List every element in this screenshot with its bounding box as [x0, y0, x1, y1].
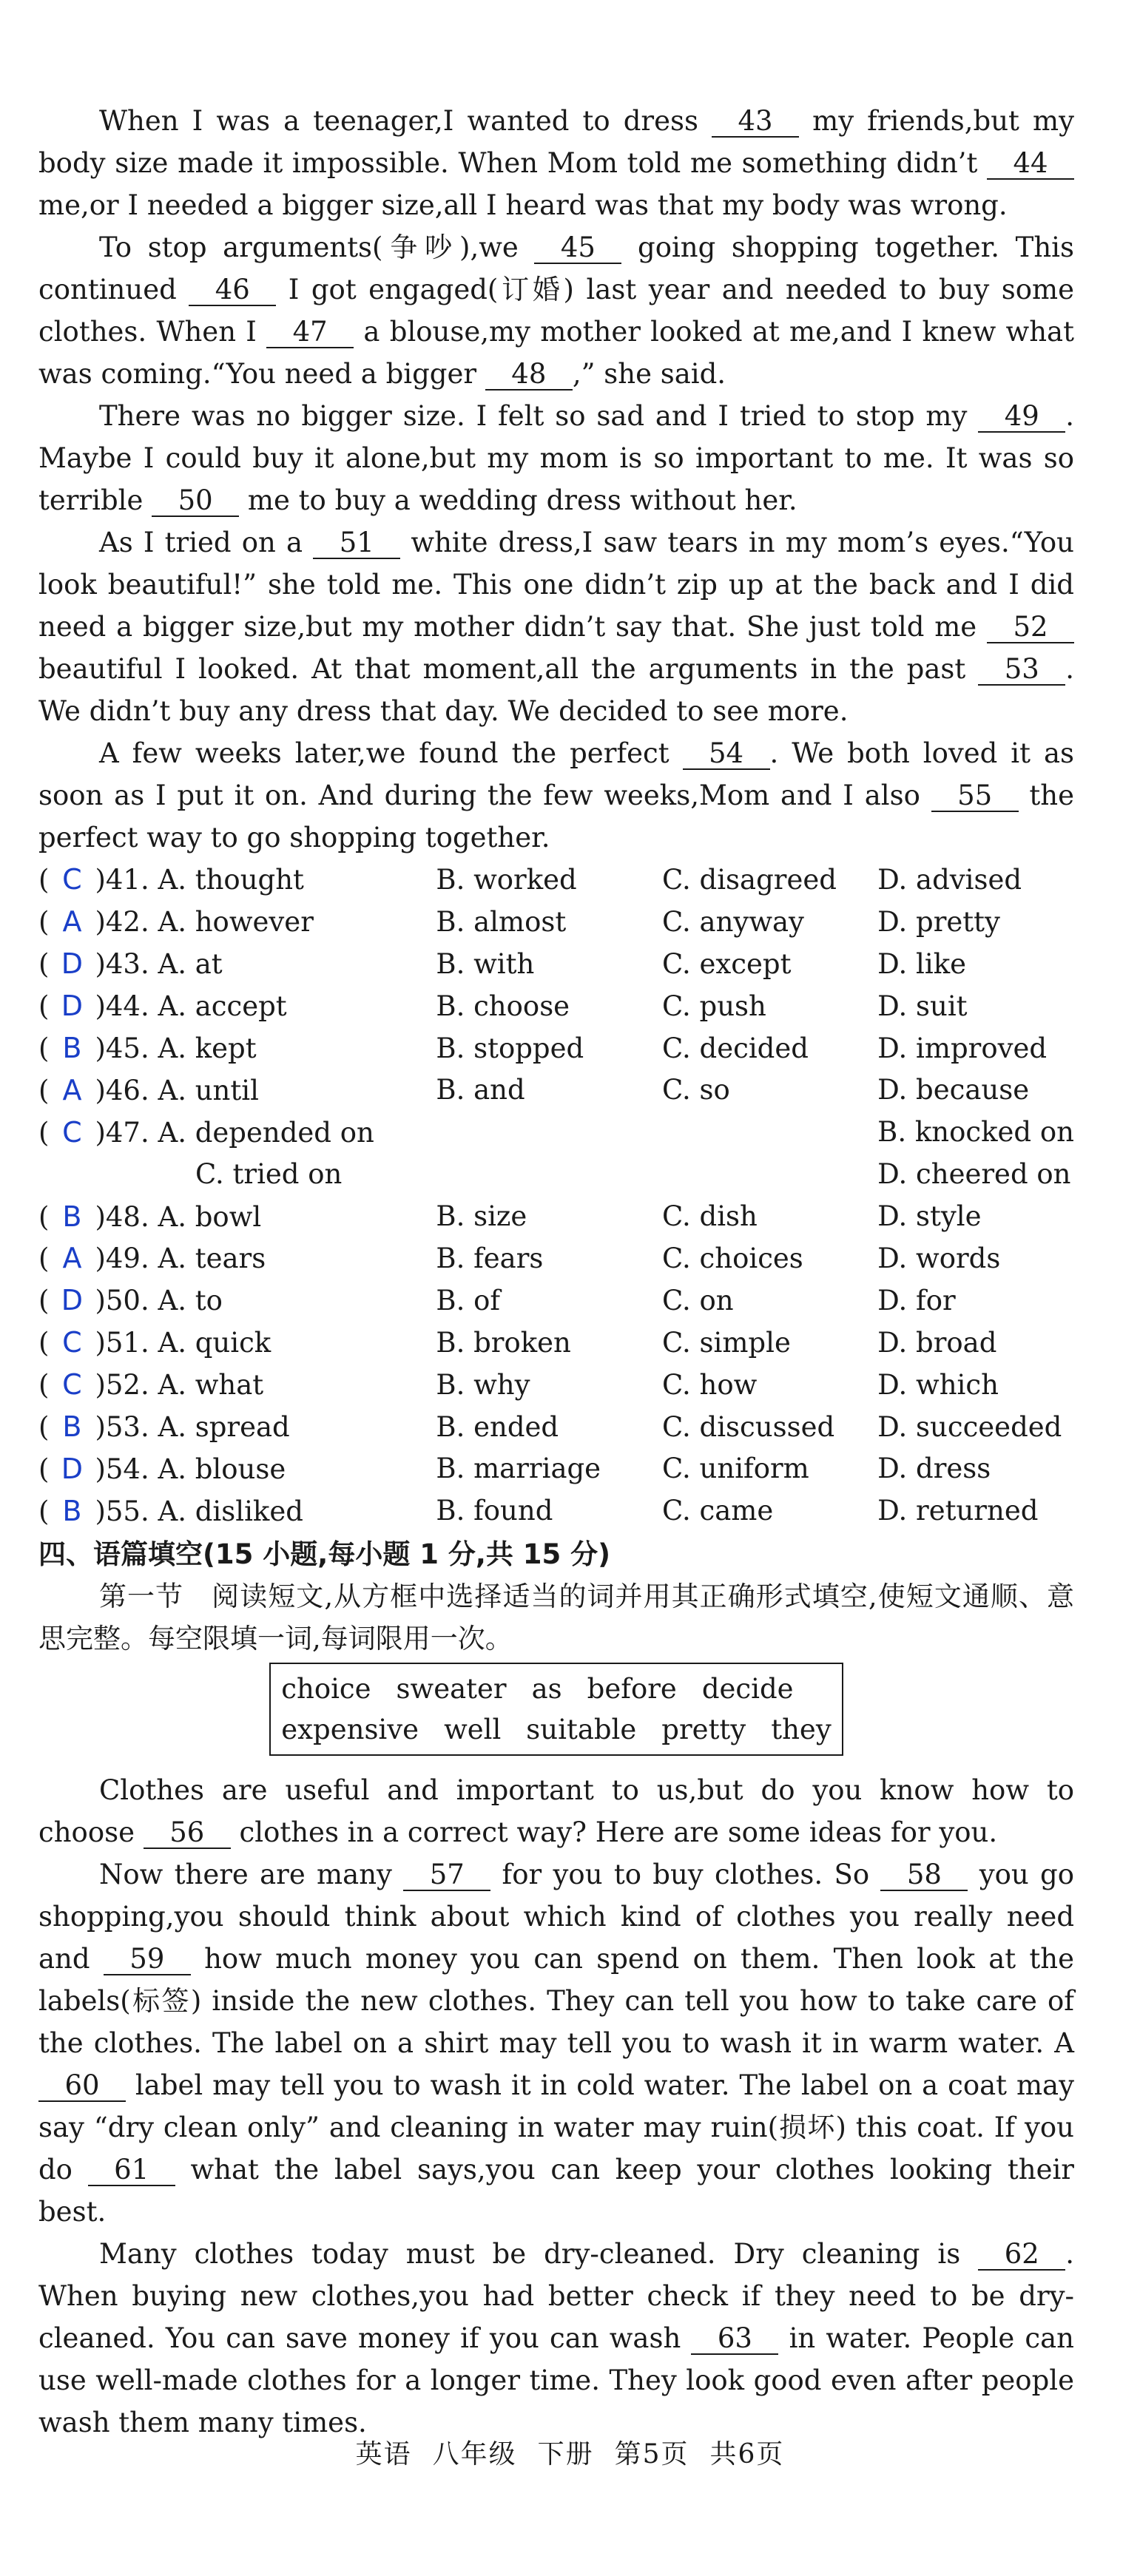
question-number: )54. [95, 1453, 158, 1485]
passage-text: me,or I needed a bigger size,all I heard was that my body was wrong. [38, 189, 1008, 221]
fill-in-paragraph [38, 1853, 1074, 2233]
question-row [38, 1195, 1074, 1237]
option-b[interactable]: B. fears [436, 1242, 544, 1274]
footer-item: 共6页 [709, 2439, 785, 2469]
question-number: )44. [95, 990, 158, 1023]
passage-text: label may tell you to wash it in cold water. The label on a coat may say “dry clean only” and cleaning in water may ruin(损坏) this coat. If you do [38, 2069, 1074, 2186]
blank-48[interactable]: 48 [485, 359, 573, 391]
option-d[interactable]: D. cheered on [877, 1158, 1071, 1191]
paren-open: ( [38, 1243, 50, 1275]
option-c[interactable]: C. except [662, 947, 792, 980]
option-d[interactable]: D. advised [877, 863, 1022, 896]
word-box-row [281, 1709, 831, 1750]
blank-53[interactable]: 53 [978, 655, 1065, 686]
passage-text: how much money you can spend on them. Then look at the labels(标签) inside the new clothes. They can tell you how to take care of the clothes. The label on a shirt may tell you to wash it in warm water. A [38, 1943, 1074, 2060]
question-row [38, 859, 1074, 901]
option-b[interactable]: B. marriage [436, 1453, 601, 1485]
option-b[interactable]: B. found [436, 1495, 553, 1527]
option-d[interactable]: D. dress [877, 1453, 991, 1485]
passage-text: white dress,I saw tears in my mom’s eyes.“You look beautiful!” she told me. This one didn’t zip up at the back and I did need a bigger size,but my mother didn’t say that. She just told me [38, 527, 1075, 643]
option-c[interactable]: C. simple [662, 1326, 791, 1359]
answer-mark[interactable]: D [61, 990, 84, 1023]
blank-43[interactable]: 43 [712, 107, 799, 138]
question-number: )47. [95, 1116, 158, 1149]
option-a[interactable]: A. depended on [158, 1116, 374, 1149]
passage-text: Now there are many [99, 1859, 404, 1891]
word-option: suitable [526, 1714, 637, 1746]
question-number: )41. [95, 864, 158, 896]
option-a[interactable]: A. bowl [158, 1200, 262, 1233]
option-a[interactable]: A. accept [158, 990, 287, 1023]
option-a[interactable]: A. spread [158, 1411, 290, 1444]
option-a[interactable]: A. thought [158, 864, 304, 896]
question-row [38, 1322, 1074, 1364]
option-c[interactable]: C. anyway [662, 905, 804, 938]
option-c[interactable]: C. push [662, 990, 766, 1022]
option-b[interactable]: B. why [436, 1368, 530, 1401]
blank-57[interactable]: 57 [403, 1860, 490, 1891]
fill-in-paragraph [38, 1769, 1074, 1853]
question-row [38, 1279, 1074, 1322]
option-d[interactable]: D. which [877, 1368, 999, 1401]
blank-62[interactable]: 62 [978, 2239, 1065, 2271]
option-a[interactable]: A. at [158, 948, 223, 981]
blank-55[interactable]: 55 [931, 781, 1019, 812]
footer-item: 第5页 [614, 2439, 689, 2469]
question-row [38, 1069, 1074, 1111]
word-option: as [531, 1673, 562, 1705]
option-a[interactable]: A. disliked [158, 1495, 303, 1527]
blank-54[interactable]: 54 [683, 739, 770, 770]
question-number: )52. [95, 1369, 158, 1402]
cloze-paragraph [38, 732, 1074, 859]
question-number: )49. [95, 1243, 158, 1275]
paren-open: ( [38, 1200, 50, 1233]
fill-in-paragraph [38, 2233, 1074, 2444]
paren-open: ( [38, 864, 50, 896]
word-option: choice [281, 1673, 371, 1705]
word-option: before [587, 1673, 677, 1705]
word-option: pretty [661, 1714, 746, 1746]
paren-open: ( [38, 948, 50, 981]
paren-open: ( [38, 1411, 50, 1444]
question-number: )48. [95, 1200, 158, 1233]
passage-text: in water. People can use well-made clothes for a longer time. They look good even after people wash them many times. [38, 2322, 1074, 2439]
paren-open: ( [38, 1495, 50, 1527]
option-d[interactable]: D. suit [877, 990, 968, 1022]
section-instruction: 第一节 阅读短文,从方框中选择适当的词并用其正确形式填空,使短文通顺、意思完整。每空限填一词,每词限用一次。 [38, 1581, 1074, 1655]
cloze-paragraph [38, 100, 1074, 226]
option-d[interactable]: D. succeeded [877, 1410, 1062, 1443]
word-option: well [444, 1714, 502, 1746]
question-number: )46. [95, 1074, 158, 1106]
answer-mark[interactable]: A [62, 905, 82, 939]
passage-text: a blouse,my mother looked at me,and I knew what was coming.“You need a bigger [38, 316, 1074, 390]
blank-60[interactable]: 60 [38, 2071, 126, 2102]
cloze-options-table [38, 859, 1074, 1532]
option-a[interactable]: A. until [158, 1074, 259, 1106]
option-c[interactable]: C. so [662, 1074, 730, 1106]
footer-item: 下册 [537, 2439, 594, 2469]
passage-text: my friends,but my body size made it impossible. When Mom told me something didn’t [38, 105, 1074, 179]
word-option: sweater [396, 1673, 507, 1705]
option-c[interactable]: C. tried on [195, 1158, 343, 1191]
passage-text: When I was a teenager,I wanted to dress [99, 105, 712, 137]
answer-mark[interactable]: C [62, 1326, 82, 1359]
passage-text: what the label says,you can keep your clothes looking their best. [38, 2154, 1074, 2228]
option-c[interactable]: C. discussed [662, 1410, 835, 1443]
blank-46[interactable]: 46 [189, 275, 276, 306]
option-a[interactable]: A. tears [158, 1243, 266, 1275]
paren-open: ( [38, 906, 50, 939]
question-number: )55. [95, 1495, 158, 1527]
word-box-row [281, 1669, 831, 1709]
paren-open: ( [38, 1453, 50, 1485]
option-a[interactable]: A. quick [158, 1327, 271, 1359]
page-footer [0, 2433, 1140, 2471]
option-d[interactable]: D. words [877, 1242, 1001, 1274]
passage-text: As I tried on a [99, 527, 314, 558]
option-b[interactable]: B. choose [436, 990, 570, 1022]
passage-text: ,” she said. [572, 358, 726, 390]
answer-mark[interactable]: C [62, 863, 82, 896]
paren-open: ( [38, 1074, 50, 1106]
blank-56[interactable]: 56 [144, 1818, 231, 1849]
passage-text: . We both loved it as soon as I put it on. And during the few weeks,Mom and I also [38, 737, 1074, 811]
passage-text: the perfect way to go shopping together. [38, 780, 1074, 853]
option-b[interactable]: B. worked [436, 863, 577, 896]
passage-text: . When buying new clothes,you had better check if they need to be dry-cleaned. You can save money if you can wash [38, 2238, 1074, 2355]
option-b[interactable]: B. stopped [436, 1032, 584, 1064]
option-d[interactable]: D. broad [877, 1326, 997, 1359]
option-c[interactable]: C. how [662, 1368, 758, 1401]
section-title: 四、语篇填空(15 小题,每小题 1 分,共 15 分) [38, 1538, 611, 1571]
answer-mark[interactable]: B [62, 1200, 82, 1233]
blank-49[interactable]: 49 [978, 402, 1065, 433]
passage-text: me to buy a wedding dress without her. [239, 484, 797, 516]
answer-mark[interactable]: B [62, 1494, 82, 1527]
paren-open: ( [38, 1032, 50, 1064]
blank-63[interactable]: 63 [691, 2324, 778, 2355]
option-c[interactable]: C. came [662, 1495, 774, 1527]
option-c[interactable]: C. on [662, 1284, 734, 1316]
answer-mark[interactable]: C [62, 1368, 82, 1402]
passage-text: beautiful I looked. At that moment,all the arguments in the past [38, 653, 979, 685]
word-box-wrap [38, 1663, 1074, 1756]
paren-open: ( [38, 1327, 50, 1359]
paren-open: ( [38, 1285, 50, 1317]
blank-61[interactable]: 61 [88, 2155, 175, 2186]
question-number: )50. [95, 1285, 158, 1317]
blank-45[interactable]: 45 [534, 233, 621, 264]
option-d[interactable]: D. because [877, 1074, 1030, 1106]
option-c[interactable]: C. dish [662, 1200, 758, 1233]
question-row-cont [38, 1153, 1074, 1195]
word-option: decide [701, 1673, 794, 1705]
question-row [38, 1111, 1074, 1153]
question-number: )53. [95, 1411, 158, 1444]
blank-59[interactable]: 59 [104, 1944, 191, 1975]
question-row [38, 1027, 1074, 1069]
option-c[interactable]: C. choices [662, 1242, 803, 1274]
question-row [38, 1364, 1074, 1406]
passage-text: clothes in a correct way? Here are some ideas for you. [230, 1816, 998, 1849]
word-option: expensive [281, 1714, 419, 1746]
option-b[interactable]: B. and [436, 1074, 525, 1106]
question-row [38, 985, 1074, 1027]
question-row [38, 1406, 1074, 1448]
option-b[interactable]: B. size [436, 1200, 527, 1233]
option-a[interactable]: A. however [158, 906, 314, 939]
question-row [38, 1447, 1074, 1490]
answer-mark[interactable]: A [62, 1242, 82, 1275]
blank-58[interactable]: 58 [880, 1860, 968, 1891]
passage-text: To stop arguments(争吵),we [99, 231, 535, 263]
passage-text: you go shopping,you should think about which kind of clothes you really need and [38, 1859, 1075, 1975]
option-c[interactable]: C. disagreed [662, 863, 837, 896]
fill-in-passage [38, 1769, 1074, 2444]
passage-text: A few weeks later,we found the perfect [99, 737, 683, 769]
blank-50[interactable]: 50 [152, 486, 239, 517]
passage-text: . We didn’t buy any dress that day. We decided to see more. [38, 653, 1074, 727]
paren-open: ( [38, 1369, 50, 1402]
answer-mark[interactable]: C [62, 1115, 82, 1149]
option-d[interactable]: D. improved [877, 1032, 1048, 1064]
passage-text: Clothes are useful and important to us,but do you know how to choose [38, 1774, 1074, 1849]
blank-51[interactable]: 51 [313, 528, 400, 559]
footer-item: 英语 [355, 2439, 412, 2469]
passage-text: I got engaged(订婚) last year and needed to buy some clothes. When I [38, 274, 1074, 348]
question-number: )51. [95, 1327, 158, 1359]
word-option: they [771, 1714, 832, 1746]
question-row [38, 1490, 1074, 1532]
option-c[interactable]: C. uniform [662, 1453, 809, 1485]
option-c[interactable]: C. decided [662, 1032, 809, 1064]
option-b[interactable]: B. broken [436, 1326, 571, 1359]
cloze-paragraph [38, 521, 1074, 732]
blank-47[interactable]: 47 [266, 317, 354, 348]
option-a[interactable]: A. to [158, 1285, 223, 1317]
option-a[interactable]: A. what [158, 1369, 264, 1402]
question-row [38, 1237, 1074, 1279]
option-d[interactable]: D. pretty [877, 905, 1000, 938]
option-b[interactable]: B. of [436, 1284, 501, 1316]
option-d[interactable]: D. returned [877, 1495, 1039, 1527]
cloze-paragraph [38, 226, 1074, 395]
passage-text: going shopping together. This continued [38, 231, 1074, 305]
passage-text: for you to buy clothes. So [490, 1859, 881, 1891]
option-d[interactable]: D. for [877, 1284, 956, 1316]
page-content [38, 100, 1074, 2444]
answer-mark[interactable]: B [62, 1410, 82, 1444]
passage-text: There was no bigger size. I felt so sad and I tried to stop my [99, 400, 979, 432]
cloze-paragraph [38, 395, 1074, 521]
answer-mark[interactable]: A [62, 1073, 82, 1106]
option-d[interactable]: D. like [877, 947, 967, 980]
paren-open: ( [38, 1116, 50, 1149]
option-b[interactable]: B. almost [436, 905, 567, 938]
option-b[interactable]: B. with [436, 947, 535, 980]
word-box [269, 1663, 843, 1756]
answer-mark[interactable]: D [61, 1284, 84, 1317]
answer-mark[interactable]: D [61, 1452, 84, 1485]
option-a[interactable]: A. kept [158, 1032, 257, 1064]
footer-item: 八年级 [432, 2439, 517, 2469]
blank-52[interactable]: 52 [987, 612, 1074, 643]
question-row [38, 901, 1074, 943]
answer-mark[interactable]: D [61, 947, 84, 981]
option-d[interactable]: D. style [877, 1200, 982, 1233]
answer-mark[interactable]: B [62, 1032, 82, 1064]
question-row [38, 943, 1074, 985]
cloze-passage [38, 100, 1074, 859]
paren-open: ( [38, 990, 50, 1023]
option-a[interactable]: A. blouse [158, 1453, 286, 1485]
question-number: )43. [95, 948, 158, 981]
question-number: )42. [95, 906, 158, 939]
passage-text: . Maybe I could buy it alone,but my mom is so important to me. It was so terrible [38, 400, 1074, 516]
option-b[interactable]: B. knocked on [877, 1116, 1074, 1149]
blank-44[interactable]: 44 [987, 149, 1074, 180]
option-b[interactable]: B. ended [436, 1410, 559, 1443]
question-number: )45. [95, 1032, 158, 1064]
passage-text: Many clothes today must be dry-cleaned. Dry cleaning is [99, 2238, 979, 2271]
